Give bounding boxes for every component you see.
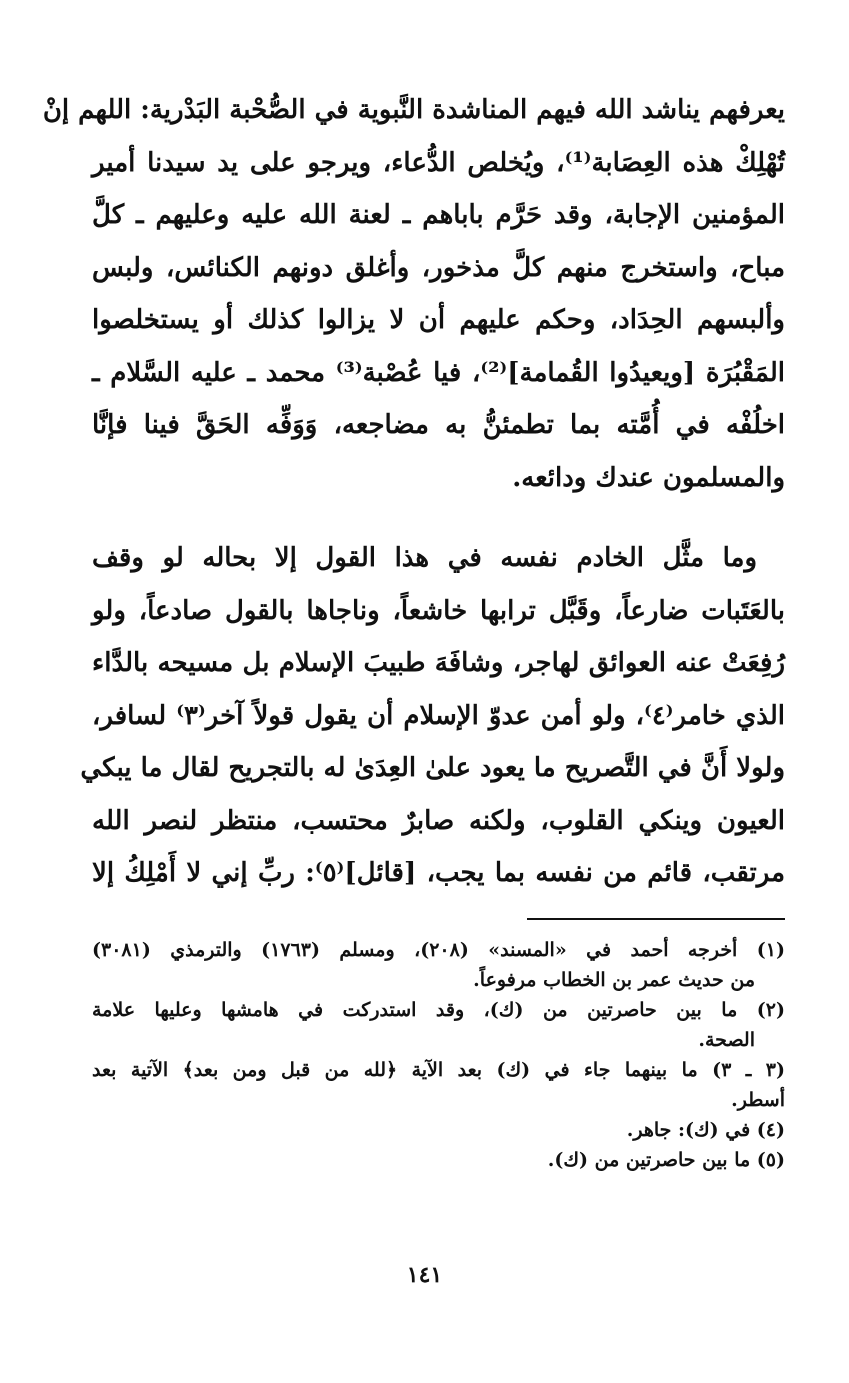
footnote-4: [92, 1115, 785, 1145]
footnote-separator: [527, 918, 785, 920]
text-line: اخلُفْه في أُمَّته بما تطمئنُّ به مضاجعه، وَوَفِّه الحَقَّ فينا فإنَّا: [92, 410, 785, 440]
text-line: يعرفهم يناشد الله فيهم المناشدة النَّبوية في الصُّحْبة البَدْرية: اللهم إنْ: [42, 95, 785, 125]
text-line: بالعَتَبات ضارعاً، وقَبَّل ترابها خاشعاً، وناجاها بالقول صادعاً، ولو: [92, 595, 785, 626]
paragraph-1: [42, 84, 786, 504]
footnote-line: أسطر.: [731, 1089, 785, 1111]
text-line: ولولا أَنَّ في التَّصريح ما يعود علىٰ العِدَىٰ له بالتجريح لقال ما يبكي: [80, 753, 785, 783]
footnotes: [92, 935, 785, 1175]
text-line: مرتقب، قائم من نفسه بما يجب، [قائل]⁽٥⁾: ربِّ إني لا أَمْلِكُ إلا: [92, 858, 785, 888]
text-line: تُهْلِكْ هذه العِصَابة⁽¹⁾، ويُخلص الدُّعاء، ويرجو على يد سيدنا أمير: [92, 147, 785, 178]
footnote-line: من حديث عمر بن الخطاب مرفوعاً.: [473, 969, 755, 991]
text-line: رُفِعَتْ عنه العوائق لهاجر، وشافَهَ طبيبَ الإسلام بل مسيحه بالدَّاء: [92, 648, 785, 678]
footnote-line: (٤) في (ك): جاهر.: [626, 1119, 785, 1141]
footnote-1: [92, 935, 785, 995]
footnote-line: (٣ ـ ٣) ما بينهما جاء في (ك) بعد الآية ﴿لله من قبل ومن بعد﴾ الآتية بعد: [92, 1059, 785, 1081]
paragraph-2: [80, 532, 786, 900]
text-line: المؤمنين الإجابة، وقد حَرَّم باباهم ـ لعنة الله عليه وعليهم ـ كلَّ: [92, 200, 785, 230]
footnote-2: [92, 995, 785, 1055]
footnote-5: [92, 1145, 785, 1175]
footnote-line: الصحة.: [698, 1029, 755, 1051]
text-line: وما مثَّل الخادم نفسه في هذا القول إلا بحاله لو وقف: [92, 543, 757, 573]
footnote-3: [92, 1055, 785, 1115]
text-line: العيون وينكي القلوب، ولكنه صابرٌ محتسب، منتظر لنصر الله: [92, 805, 785, 836]
page-number: ١٤١: [406, 1262, 443, 1288]
footnote-line: (١) أخرجه أحمد في «المسند» (٢٠٨)، ومسلم (١٧٦٣) والترمذي (٣٠٨١): [92, 939, 785, 961]
text-line: المَقْبُرَة [ويعيدُوا القُمامة]⁽²⁾، فيا عُصْبة⁽³⁾ محمد ـ عليه السَّلام ـ: [92, 357, 786, 388]
text-line: الذي خامر⁽٤⁾، ولو أمن عدوّ الإسلام أن يقول قولاً آخر⁽٣⁾ لسافر،: [92, 700, 786, 731]
text-line: وألبسهم الحِدَاد، وحكم عليهم أن لا يزالوا كذلك أو يستخلصوا: [92, 305, 785, 335]
text-line: والمسلمون عندك ودائعه.: [512, 462, 785, 493]
text-line: مباح، واستخرج منهم كلَّ مذخور، وأغلق دونهم الكنائس، ولبس: [92, 252, 785, 283]
footnote-line: (٢) ما بين حاصرتين من (ك)، وقد استدركت في هامشها وعليها علامة: [92, 999, 785, 1021]
footnote-line: (٥) ما بين حاصرتين من (ك).: [547, 1149, 785, 1171]
